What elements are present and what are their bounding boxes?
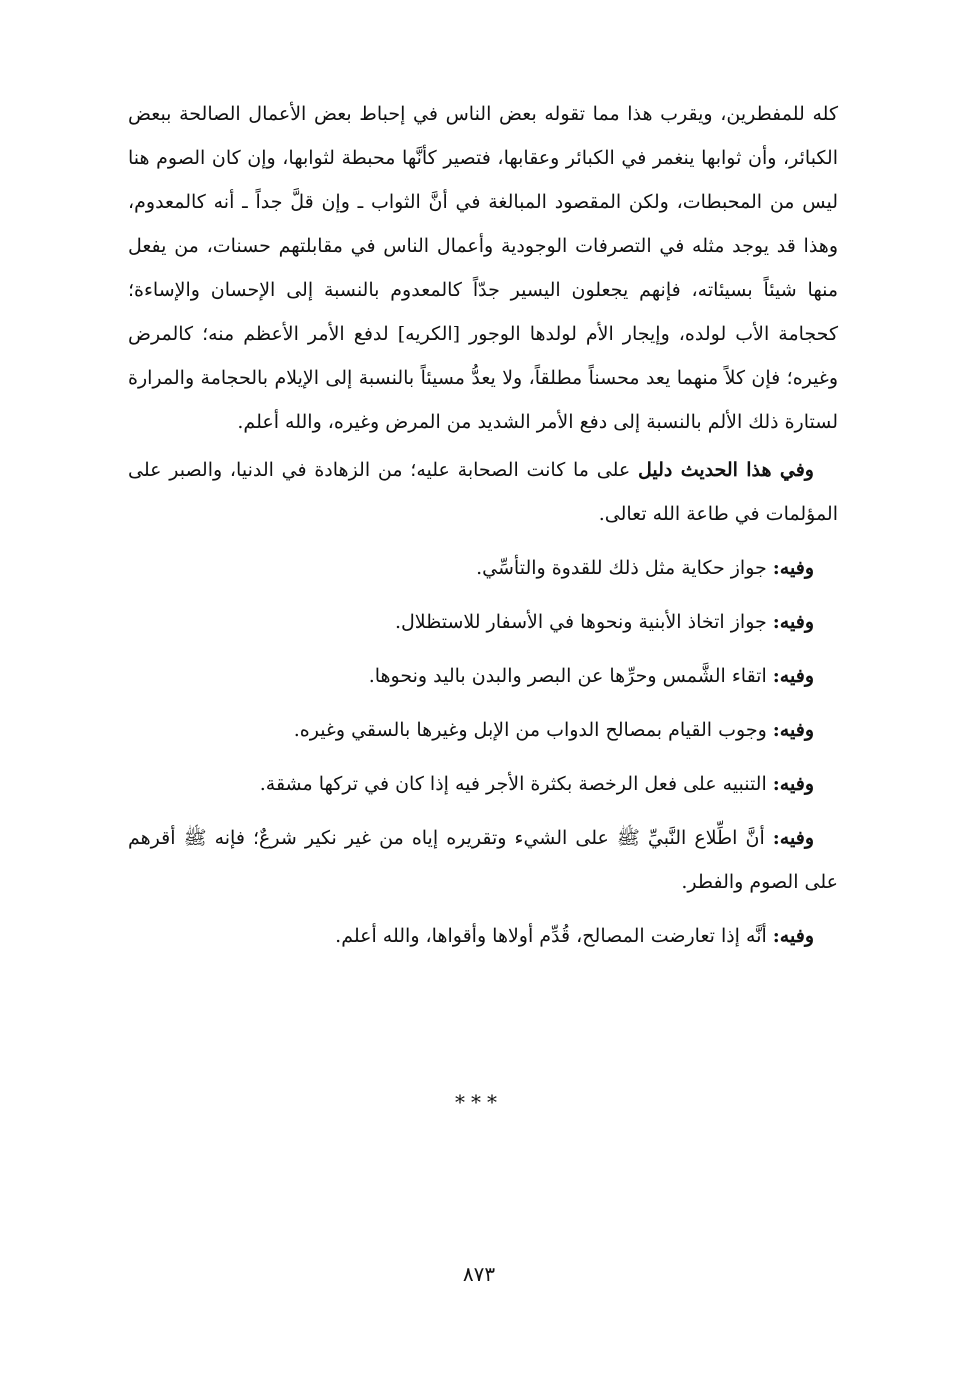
evidence-text: على ما كانت الصحابة عليه؛ من الزهادة في الدنيا، والصبر على المؤلمات في طاعة الله تعالى. xyxy=(128,459,838,525)
point-item xyxy=(128,708,838,752)
evidence-lead: وفي هذا الحديث دليل xyxy=(637,459,814,481)
point-item xyxy=(128,546,838,590)
main-text xyxy=(128,92,838,968)
point-lead: وفيه: xyxy=(772,719,814,741)
section-separator: *** xyxy=(455,1090,503,1114)
point-lead: وفيه: xyxy=(772,773,814,795)
point-text: وجوب القيام بمصالح الدواب من الإبل وغيرها بالسقي وغيره. xyxy=(293,719,773,741)
point-text: جواز اتخاذ الأبنية ونحوها في الأسفار للاستظلال. xyxy=(394,611,773,633)
paragraph-continuation: كله للمفطرين، ويقرب هذا مما تقوله بعض الناس في إحباط بعض الأعمال الصالحة ببعض الكبائر، وأن ثوابها ينغمر في الكبائر وعقابها، فتصير كأنَّها محبطة لثوابها، وإن كان الصوم هنا ليس من المحبطات، ولكن المقصود المبالغة في أنَّ الثواب ـ وإن قلَّ جداً ـ أنه كالمعدوم، وهذا قد يوجد مثله في التصرفات الوجودية وأعمال الناس في مقابلتهم حسنات، من يفعل منها شيئاً بسيئاته، فإنهم يجعلون اليسير جدّاً كالمعدوم بالنسبة إلى الإحسان والإساءة؛ كحجامة الأب لولده، وإيجار الأم لولدها الوجور [الكريه] لدفع الأمر الأعظم منه؛ كالمرض وغيره؛ فإن كلاً منهما يعد محسناً مطلقاً، ولا يعدُّ مسيئاً بالنسبة إلى الإيلام بالحجامة والمرارة لستارة ذلك الألم بالنسبة إلى دفع الأمر الشديد من المرض وغيره، والله أعلم. xyxy=(128,103,838,433)
point-item xyxy=(128,816,838,904)
point-text: التنبيه على فعل الرخصة بكثرة الأجر فيه إذا كان في تركها مشقة. xyxy=(259,773,773,795)
page-number: ٨٧٣ xyxy=(462,1262,496,1286)
point-text: جواز حكاية مثل ذلك للقدوة والتأسِّي. xyxy=(476,557,773,579)
point-item xyxy=(128,654,838,698)
point-lead: وفيه: xyxy=(772,665,814,687)
point-lead: وفيه: xyxy=(772,557,814,579)
point-text: اتقاء الشَّمس وحرِّها عن البصر والبدن باليد ونحوها. xyxy=(368,665,773,687)
point-lead: وفيه: xyxy=(772,611,814,633)
point-lead: وفيه: xyxy=(772,925,814,947)
point-item xyxy=(128,914,838,958)
point-item xyxy=(128,600,838,644)
point-lead: وفيه: xyxy=(772,827,814,849)
point-text: أنَّه إذا تعارضت المصالح، قُدِّم أولاها وأقواها، والله أعلم. xyxy=(335,925,773,947)
point-text: أنَّ اطِّلاع النَّبيِّ ﷺ على الشيء وتقريره إياه من غير نكير شرعٌ؛ فإنه ﷺ أقرهم على الصوم والفطر. xyxy=(128,827,838,893)
point-item xyxy=(128,762,838,806)
paragraph-evidence xyxy=(128,448,838,536)
